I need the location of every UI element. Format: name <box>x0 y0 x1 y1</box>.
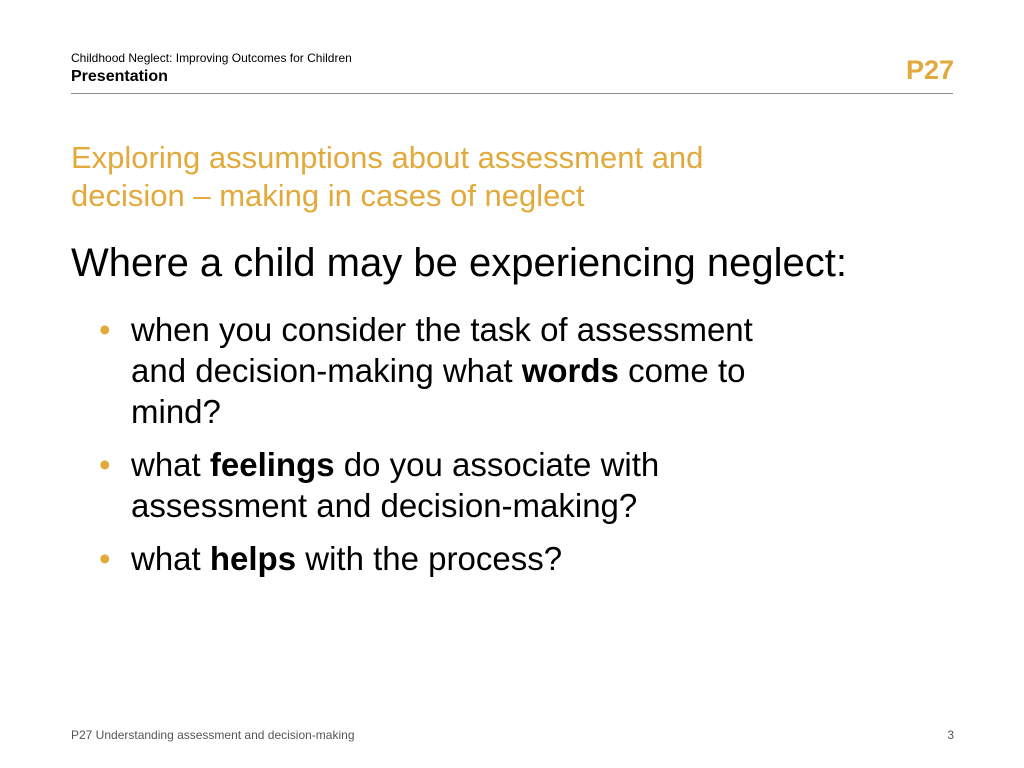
bullet-item <box>71 444 951 526</box>
bullet-list <box>71 309 951 591</box>
bullet-item <box>71 538 951 579</box>
bullet-text: what <box>131 446 210 483</box>
bullet-text-line <box>131 538 951 579</box>
bullet-item <box>71 309 951 432</box>
bullet-text-line: assessment and decision-making? <box>131 487 638 524</box>
header-divider <box>71 93 953 94</box>
slide-title <box>71 139 931 215</box>
bullet-emphasis: helps <box>209 540 297 577</box>
document-type: Presentation <box>71 68 168 85</box>
bullet-text: come to <box>618 352 746 389</box>
bullet-text: and decision-making what <box>131 352 522 389</box>
bullet-dot-icon: • <box>99 540 111 577</box>
bullet-text: do you associate with <box>334 446 660 483</box>
page-number: 3 <box>947 728 954 742</box>
bullet-text-line: mind? <box>131 393 221 430</box>
course-title: Childhood Neglect: Improving Outcomes for Children <box>71 51 352 65</box>
bullet-text-line <box>131 444 951 485</box>
bullet-text: with the process? <box>296 540 563 577</box>
slide-title-line: Exploring assumptions about assessment and <box>71 140 704 175</box>
bullet-text-line: when you consider the task of assessment <box>131 311 753 348</box>
page-code: P27 <box>905 55 954 85</box>
bullet-emphasis: words <box>521 352 619 389</box>
bullet-dot-icon: • <box>99 311 111 348</box>
bullet-text: what <box>131 540 210 577</box>
header-titles <box>71 51 352 87</box>
footer-title: P27 Understanding assessment and decision-making <box>71 728 355 742</box>
bullet-dot-icon: • <box>99 446 111 483</box>
slide-title-line: decision – making in cases of neglect <box>71 178 585 213</box>
lead-heading: Where a child may be experiencing neglect: <box>71 241 847 285</box>
bullet-text-line <box>131 350 951 391</box>
bullet-emphasis: feelings <box>209 446 335 483</box>
